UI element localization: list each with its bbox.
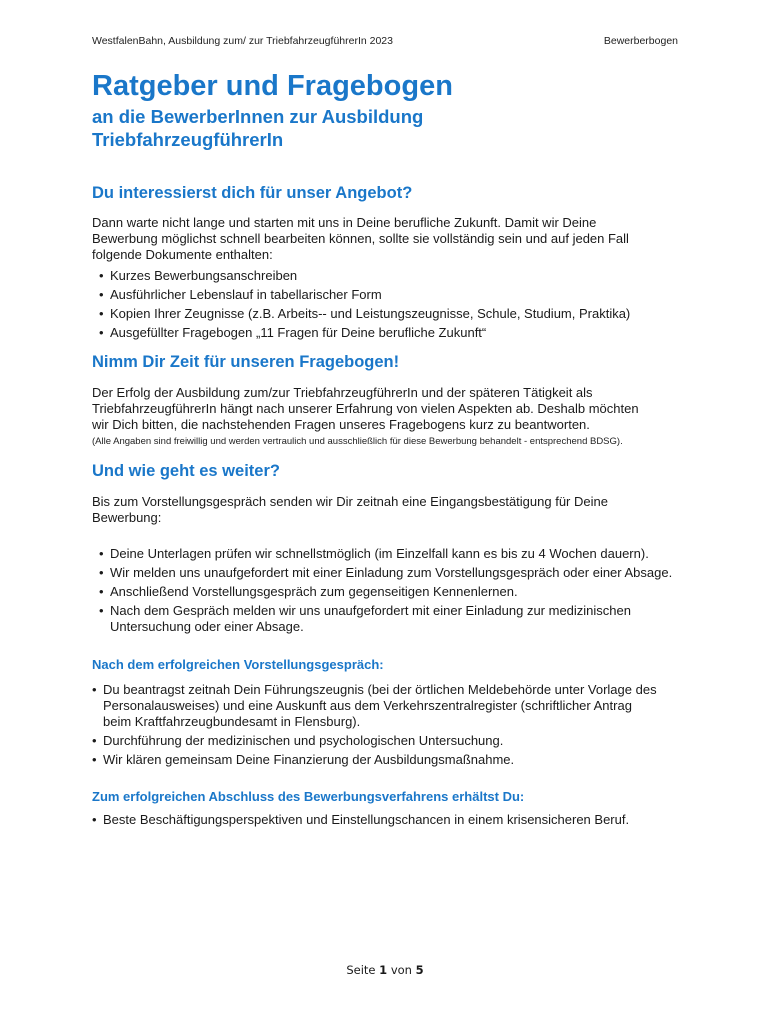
list-item: • Du beantragst zeitnah Dein Führungszeugnis (bei der örtlichen Meldebehörde unter Vorlage des Personalausweises) und eine Auskunft aus dem Verkehrszentralregister (schriftlicher Antrag beim Kraftfahrzeugbundesamt in Flensburg). xyxy=(92,682,657,729)
subtitle-line1: an die BewerberInnen zur Ausbildung xyxy=(92,106,424,127)
list-item: • Durchführung der medizinischen und psychologischen Untersuchung. xyxy=(92,733,504,748)
section3-heading: Und wie geht es weiter? xyxy=(92,462,280,480)
section5-heading: Zum erfolgreichen Abschluss des Bewerbungsverfahrens erhältst Du: xyxy=(92,789,525,804)
section1-text: Dann warte nicht lange und starten mit uns in Deine berufliche Zukunft. Damit wir Deine Bewerbung möglichst schnell bearbeiten können, sollte sie vollständig sein und auf jeden Fall folgende Dokumente enthalten: xyxy=(92,215,629,262)
page-footer xyxy=(0,963,770,977)
list-item: • Wir klären gemeinsam Deine Finanzierung der Ausbildungsmaßnahme. xyxy=(92,752,515,767)
section4-list xyxy=(92,682,657,768)
section2-note: (Alle Angaben sind freiwillig und werden vertraulich und ausschließlich für diese Bewerbung behandelt - entsprechend BDSG). xyxy=(92,436,623,447)
list-item: • Kurzes Bewerbungsanschreiben xyxy=(99,268,298,283)
list-item: • Beste Beschäftigungsperspektiven und Einstellungschancen in einem krisensicheren Beruf. xyxy=(92,812,630,827)
footer-total-pages: 5 xyxy=(415,963,424,977)
header-left: WestfalenBahn, Ausbildung zum/ zur TriebfahrzeugführerIn 2023 xyxy=(92,35,393,47)
subtitle-line2: TriebfahrzeugführerIn xyxy=(92,129,284,150)
section4-heading: Nach dem erfolgreichen Vorstellungsgespräch: xyxy=(92,657,384,672)
section2-text: Der Erfolg der Ausbildung zum/zur TriebfahrzeugführerIn und der späteren Tätigkeit als TriebfahrzeugführerIn hängt nach unserer Erfahrung von vielen Aspekten ab. Deshalb möchten wir Dich bitten, die nachstehenden Fragen unseres Fragebogens kurz zu beantworten. xyxy=(92,385,639,432)
header-right: Bewerberbogen xyxy=(603,35,678,47)
footer-prefix: Seite xyxy=(346,963,376,977)
list-item: • Nach dem Gespräch melden wir uns unaufgefordert mit einer Einladung zur medizinischen Untersuchung oder einer Absage. xyxy=(99,603,631,634)
list-item: • Deine Unterlagen prüfen wir schnellstmöglich (im Einzelfall kann es bis zu 4 Wochen dauern). xyxy=(99,546,649,561)
content xyxy=(92,68,692,831)
list-item: • Kopien Ihrer Zeugnisse (z.B. Arbeits-- und Leistungszeugnisse, Schule, Studium, Praktika) xyxy=(99,306,631,321)
list-item: • Ausgefüllter Fragebogen „11 Fragen für Deine berufliche Zukunft“ xyxy=(99,325,487,340)
list-item: • Wir melden uns unaufgefordert mit einer Einladung zum Vorstellungsgespräch oder einer Absage. xyxy=(99,565,673,580)
footer-middle: von xyxy=(390,963,412,977)
section5-list xyxy=(92,812,692,828)
section3-list xyxy=(92,546,682,635)
footer-page-number: 1 xyxy=(379,963,388,977)
section2-heading: Nimm Dir Zeit für unseren Fragebogen! xyxy=(92,353,400,371)
section1-heading: Du interessierst dich für unser Angebot? xyxy=(92,184,413,202)
section1-list xyxy=(92,268,692,341)
list-item: • Ausführlicher Lebenslauf in tabellarischer Form xyxy=(99,287,382,302)
section3-text: Bis zum Vorstellungsgespräch senden wir Dir zeitnah eine Eingangsbestätigung für Deine Bewerbung: xyxy=(92,494,608,525)
page-title: Ratgeber und Fragebogen xyxy=(92,70,453,102)
list-item: • Anschließend Vorstellungsgespräch zum gegenseitigen Kennenlernen. xyxy=(99,584,518,599)
